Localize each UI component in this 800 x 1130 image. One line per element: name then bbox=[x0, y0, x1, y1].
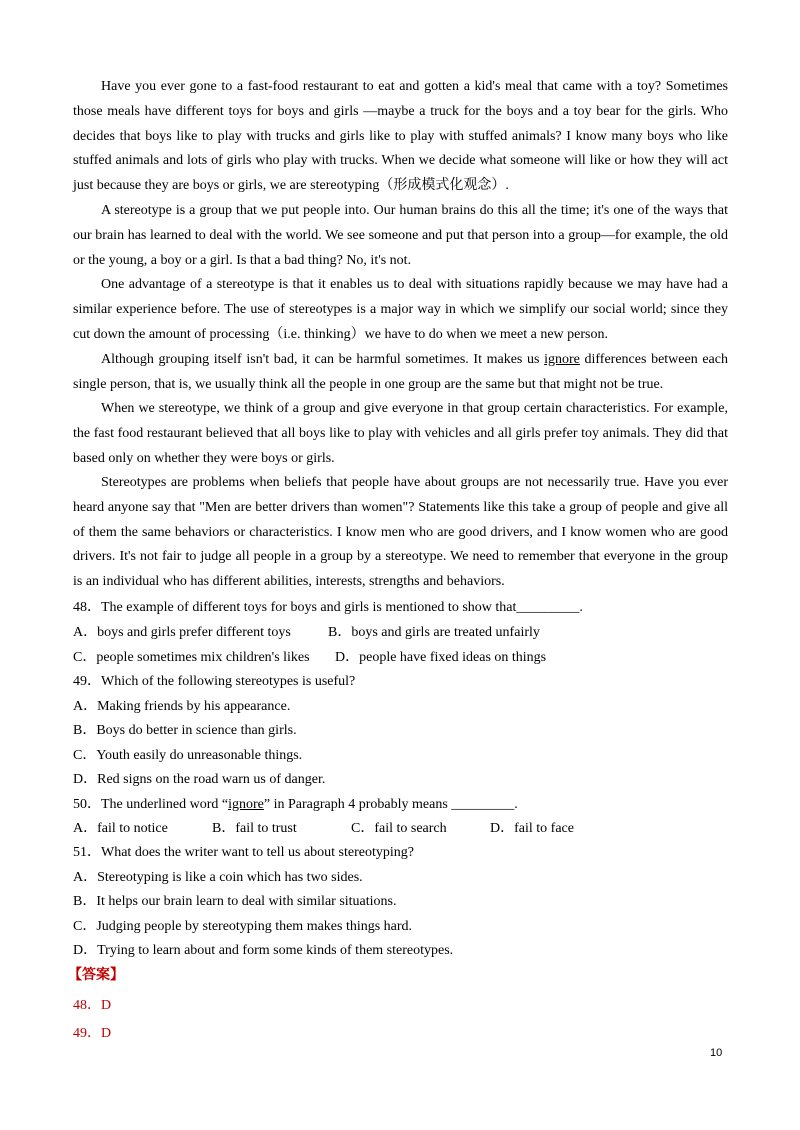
question-51-option-c: C．Judging people by stereotyping them makes things hard. bbox=[73, 919, 413, 934]
question-48-option-c: C．people sometimes mix children's likes bbox=[73, 650, 310, 665]
question-51-option-d: D．Trying to learn about and form some kinds of them stereotypes. bbox=[73, 943, 454, 958]
question-49-option-a: A．Making friends by his appearance. bbox=[73, 699, 291, 714]
question-48-stem: 48．The example of different toys for boys and girls is mentioned to show that_________. bbox=[73, 600, 583, 615]
passage-paragraph-5: When we stereotype, we think of a group and give everyone in that group certain characteristics. For example, the fast food restaurant believed that all boys like to play with vehicles and all girls prefer toy animals. They did that based only on whether they were boys or girls. bbox=[73, 401, 728, 466]
question-48-options-row-2 bbox=[73, 648, 546, 668]
passage-paragraph-3: One advantage of a stereotype is that it enables us to deal with situations rapidly because we may have had a similar experience before. The use of stereotypes is a major way in which we simplify our social world; since they cut down the amount of processing（i.e. thinking）we have to do when we meet a new person. bbox=[73, 277, 728, 342]
underlined-word-reference: ignore bbox=[228, 797, 264, 812]
answer-48: 48．D bbox=[73, 998, 112, 1013]
question-49-option-b: B．Boys do better in science than girls. bbox=[73, 723, 297, 738]
question-50-option-b: B．fail to trust bbox=[212, 821, 297, 836]
question-51-option-a: A．Stereotyping is like a coin which has two sides. bbox=[73, 870, 363, 885]
question-50-option-d: D．fail to face bbox=[490, 821, 574, 836]
question-49-option-d: D．Red signs on the road warn us of danger. bbox=[73, 772, 326, 787]
passage-paragraph-2: A stereotype is a group that we put people into. Our human brains do this all the time; it's one of the ways that our brain has learned to deal with the world. We see someone and put that person into a group—for example, the old or the young, a boy or a girl. Is that a bad thing? No, it's not. bbox=[73, 203, 728, 268]
question-48-option-d: D．people have fixed ideas on things bbox=[335, 650, 547, 665]
answer-49: 49．D bbox=[73, 1026, 112, 1041]
question-49-option-c: C．Youth easily do unreasonable things. bbox=[73, 748, 303, 763]
passage-paragraph-1: Have you ever gone to a fast-food restaurant to eat and gotten a kid's meal that came with a toy? Sometimes those meals have different toys for boys and girls —maybe a truck for the boys and a toy bear for the girls. Who decides that boys like to play with trucks and girls like to play with stuffed animals? I know many boys who like stuffed animals and lots of girls who play with trucks. When we decide what someone will like or how they will act just because they are boys or girls, we are stereotyping（形成模式化观念）. bbox=[73, 79, 728, 194]
question-48-option-a: A．boys and girls prefer different toys bbox=[73, 625, 291, 640]
passage-paragraph-4: Although grouping itself isn't bad, it can be harmful sometimes. It makes us ignore differences between each single person, that is, we usually think all the people in one group are the same but that might not be true. bbox=[73, 352, 728, 392]
page-number: 10 bbox=[710, 1047, 723, 1059]
question-49-stem: 49．Which of the following stereotypes is useful? bbox=[73, 674, 356, 689]
question-50-stem: 50．The underlined word “ignore” in Paragraph 4 probably means _________. bbox=[73, 797, 518, 812]
question-50-options-row bbox=[73, 819, 574, 839]
underlined-word: ignore bbox=[544, 352, 580, 367]
passage-paragraph-6: Stereotypes are problems when beliefs that people have about groups are not necessarily true. Have you ever heard anyone say that "Men are better drivers than women"? Statements like this take a group of people and give all of them the same behaviors or characteristics. I know men who are good drivers, and I know women who are good drivers. It's not fair to judge all people in a group by a stereotype. We need to remember that everyone in the group is an individual who has different abilities, interests, strengths and behaviors. bbox=[73, 475, 728, 590]
question-50-option-c: C．fail to search bbox=[351, 821, 447, 836]
question-48-option-b: B．boys and girls are treated unfairly bbox=[328, 625, 540, 640]
question-48-options-row-1 bbox=[73, 623, 540, 643]
answer-heading: 【答案】 bbox=[68, 968, 124, 983]
question-50-option-a: A．fail to notice bbox=[73, 821, 168, 836]
question-51-stem: 51．What does the writer want to tell us about stereotyping? bbox=[73, 845, 414, 860]
question-51-option-b: B．It helps our brain learn to deal with similar situations. bbox=[73, 894, 397, 909]
